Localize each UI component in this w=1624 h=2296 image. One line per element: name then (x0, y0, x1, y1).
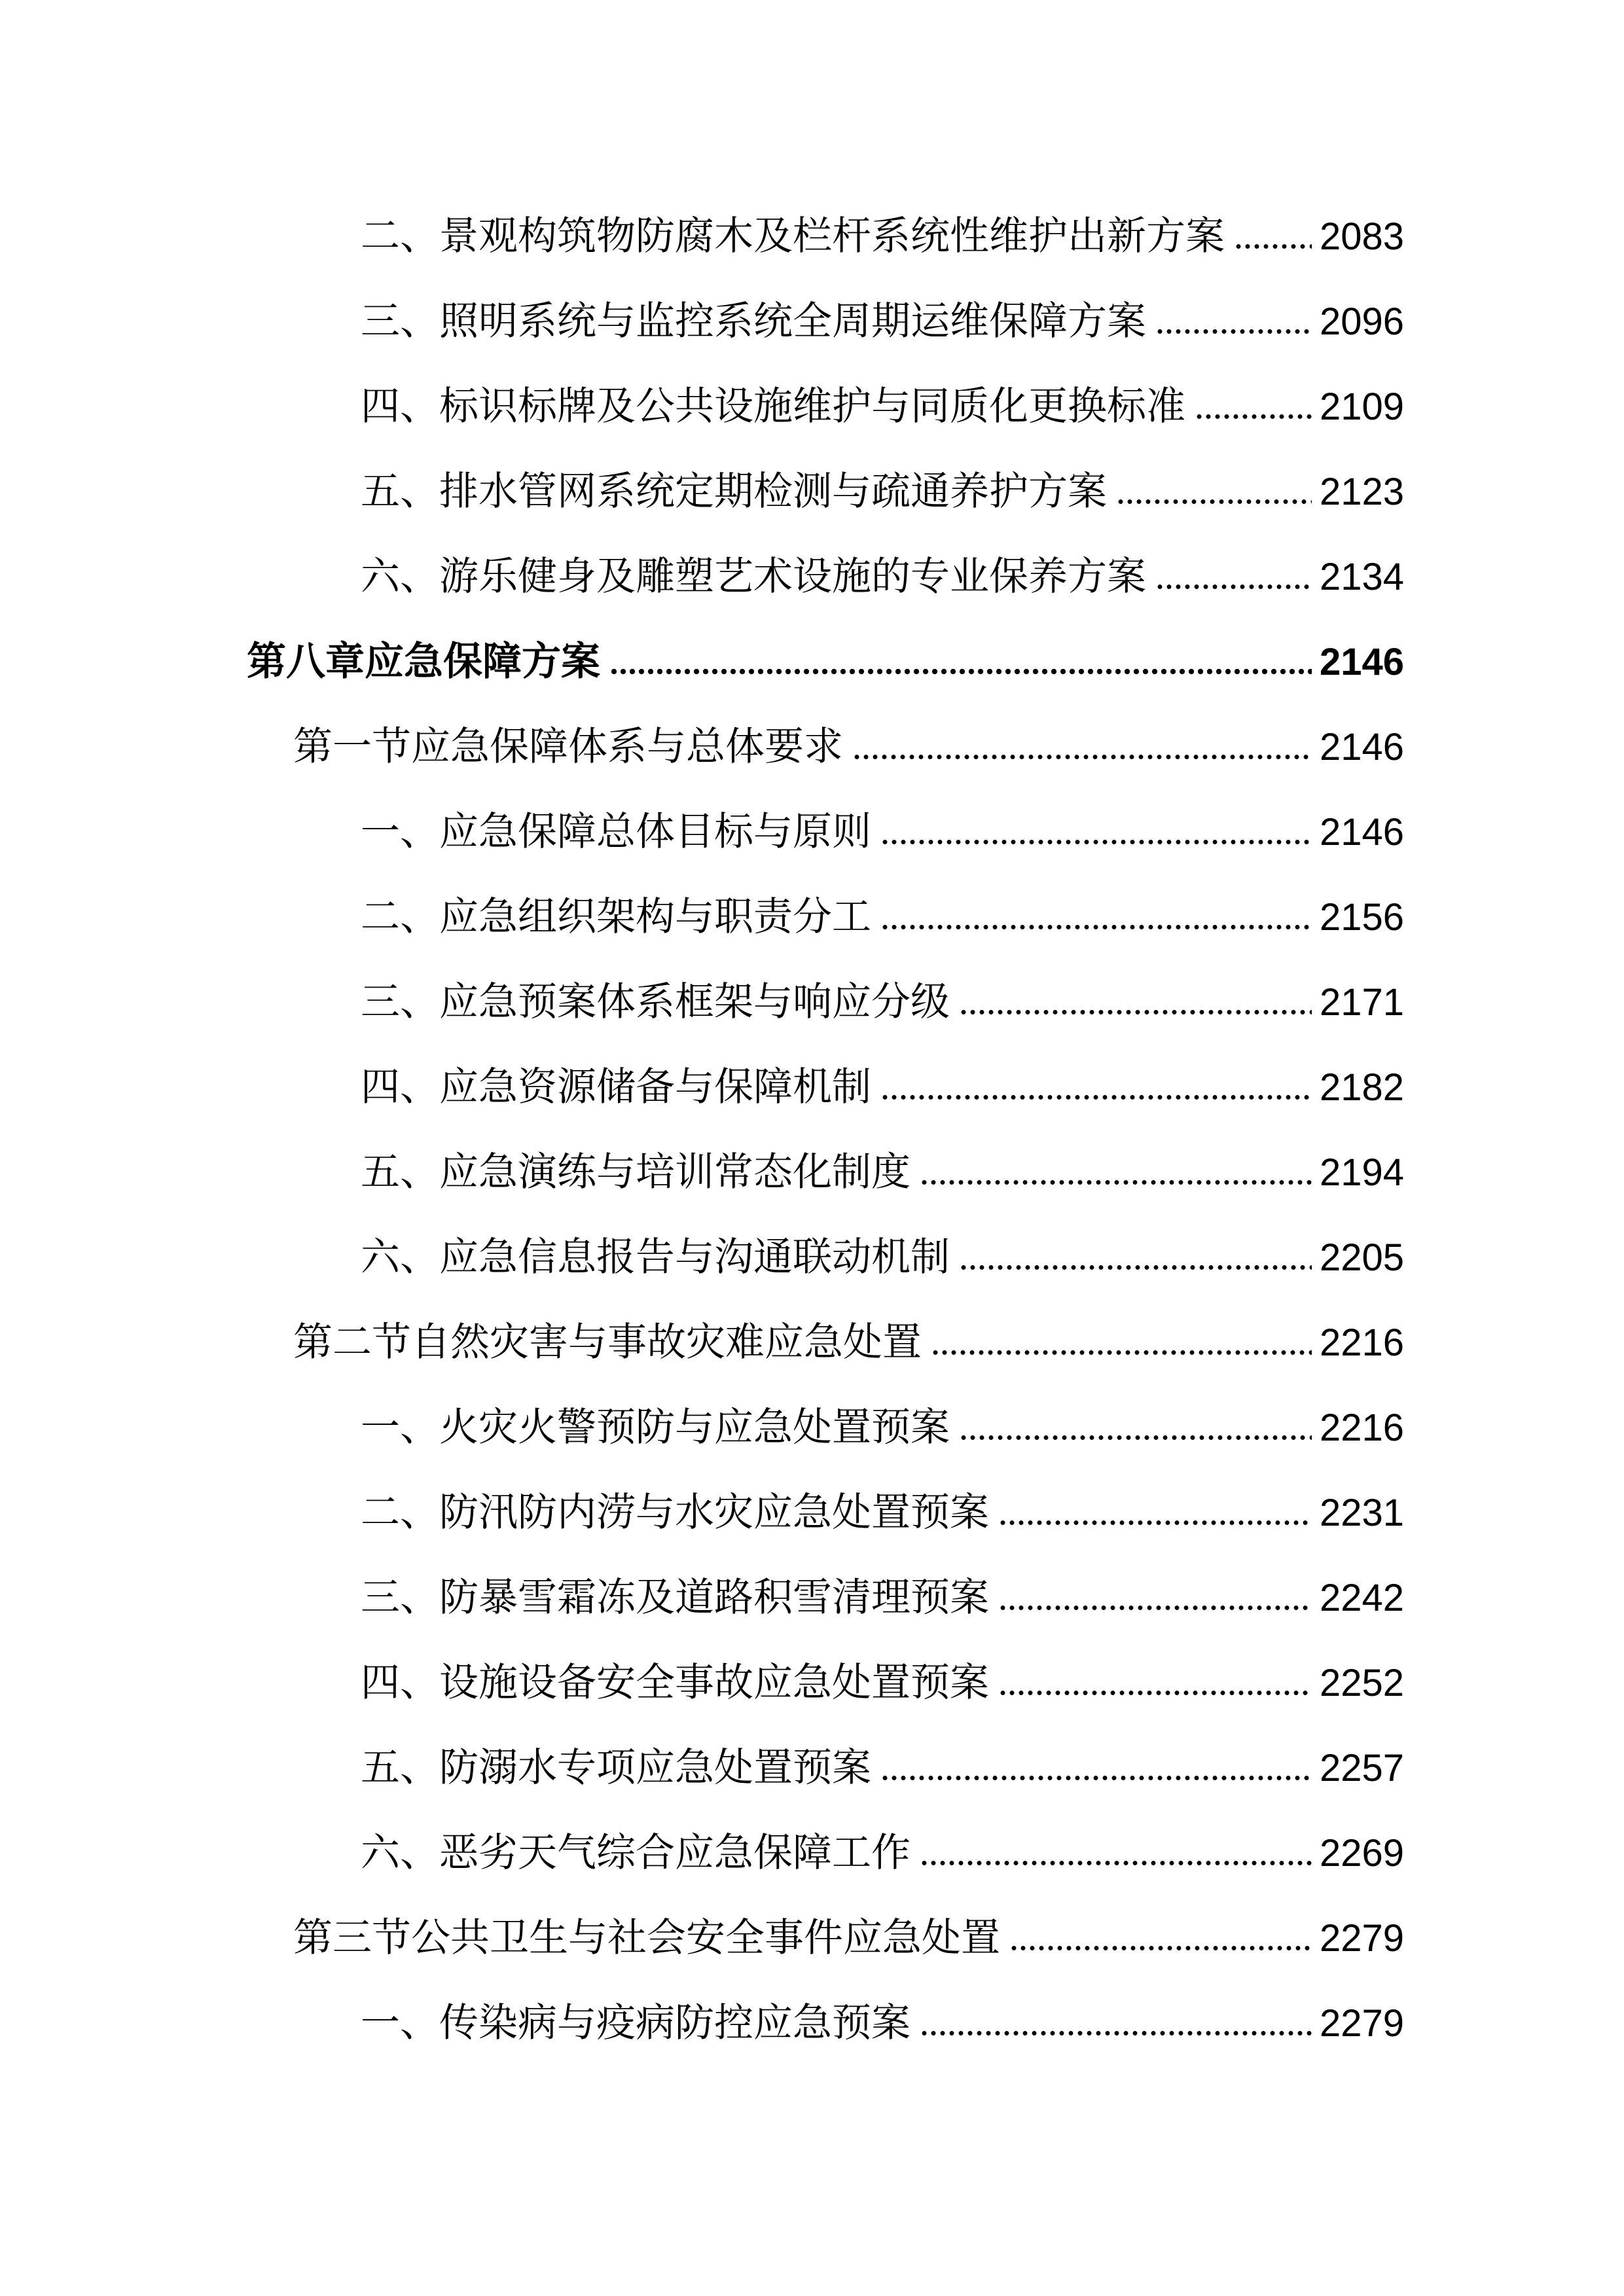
toc-entry-section (0, 1895, 1404, 1981)
toc-entry-item (0, 1045, 1404, 1130)
toc-entry-page-number: 2083 (1319, 215, 1404, 258)
toc-entry-title: 六、游乐健身及雕塑艺术设施的专业保养方案 (361, 555, 1146, 598)
toc-entry-title: 第八章应急保障方案 (247, 640, 600, 683)
toc-entry-page-number: 2096 (1319, 300, 1404, 343)
toc-entry-page-number: 2146 (1319, 726, 1404, 768)
toc-entry-item (0, 1130, 1404, 1215)
toc-entry-title: 一、传染病与疫病防控应急预案 (361, 2001, 911, 2045)
toc-entry-title: 一、应急保障总体目标与原则 (361, 810, 871, 853)
toc-entry-page-number: 2279 (1319, 1917, 1404, 1960)
dot-leader (1234, 243, 1312, 249)
toc-entry-page-number: 2146 (1319, 641, 1404, 683)
toc-entry-item (0, 1470, 1404, 1555)
dot-leader (959, 1435, 1312, 1441)
dot-leader (998, 1690, 1312, 1696)
toc-entry-page-number: 2109 (1319, 386, 1404, 428)
toc-entry-page-number: 2182 (1319, 1066, 1404, 1109)
toc-entry-page-number: 2279 (1319, 2002, 1404, 2045)
toc-entry-title: 五、应急演练与培训常态化制度 (361, 1151, 911, 1194)
toc-entry-title: 三、应急预案体系框架与响应分级 (361, 980, 950, 1024)
dot-leader (1155, 329, 1312, 334)
dot-leader (1195, 414, 1312, 420)
table-of-contents (0, 194, 1404, 2066)
toc-entry-title: 四、标识标牌及公共设施维护与同质化更换标准 (361, 385, 1185, 428)
toc-entry-page-number: 2257 (1319, 1747, 1404, 1789)
toc-entry-item (0, 449, 1404, 534)
toc-entry-page-number: 2231 (1319, 1492, 1404, 1534)
toc-entry-page-number: 2171 (1319, 981, 1404, 1024)
toc-entry-page-number: 2134 (1319, 556, 1404, 598)
toc-entry-title: 第一节应急保障体系与总体要求 (293, 725, 843, 768)
toc-entry-title: 三、照明系统与监控系统全周期运维保障方案 (361, 300, 1146, 343)
dot-leader (920, 1179, 1312, 1185)
toc-entry-section (0, 1300, 1404, 1385)
dot-leader (609, 668, 1312, 675)
toc-entry-item (0, 194, 1404, 279)
dot-leader (880, 839, 1312, 845)
dot-leader (959, 1009, 1312, 1015)
toc-entry-title: 一、火灾火警预防与应急处置预案 (361, 1406, 950, 1449)
dot-leader (880, 1775, 1312, 1781)
dot-leader (1116, 499, 1312, 505)
dot-leader (998, 1605, 1312, 1611)
toc-entry-item (0, 279, 1404, 364)
toc-entry-item (0, 534, 1404, 619)
toc-entry-page-number: 2123 (1319, 471, 1404, 513)
toc-entry-title: 第二节自然灾害与事故灾难应急处置 (293, 1321, 922, 1364)
dot-leader (920, 2030, 1312, 2036)
toc-entry-item (0, 1385, 1404, 1470)
dot-leader (1155, 584, 1312, 590)
toc-entry-item (0, 874, 1404, 960)
toc-entry-page-number: 2194 (1319, 1151, 1404, 1194)
dot-leader (920, 1860, 1312, 1866)
toc-entry-chapter (0, 619, 1404, 704)
toc-entry-item (0, 1555, 1404, 1640)
toc-entry-page-number: 2269 (1319, 1832, 1404, 1874)
toc-entry-page-number: 2156 (1319, 896, 1404, 939)
toc-entry-section (0, 704, 1404, 789)
toc-entry-title: 六、应急信息报告与沟通联动机制 (361, 1236, 950, 1279)
toc-entry-item (0, 364, 1404, 449)
toc-entry-title: 六、恶劣天气综合应急保障工作 (361, 1831, 911, 1874)
toc-entry-page-number: 2252 (1319, 1662, 1404, 1704)
toc-entry-title: 四、设施设备安全事故应急处置预案 (361, 1661, 989, 1704)
dot-leader (1009, 1945, 1312, 1951)
toc-entry-page-number: 2146 (1319, 811, 1404, 853)
toc-entry-item (0, 1981, 1404, 2066)
toc-entry-item (0, 789, 1404, 874)
toc-entry-item (0, 1640, 1404, 1725)
toc-entry-title: 二、防汛防内涝与水灾应急处置预案 (361, 1491, 989, 1534)
toc-entry-item (0, 960, 1404, 1045)
toc-entry-title: 五、排水管网系统定期检测与疏通养护方案 (361, 470, 1107, 513)
dot-leader (931, 1350, 1312, 1355)
toc-entry-page-number: 2242 (1319, 1577, 1404, 1619)
toc-entry-title: 二、景观构筑物防腐木及栏杆系统性维护出新方案 (361, 215, 1225, 258)
toc-entry-title: 五、防溺水专项应急处置预案 (361, 1746, 871, 1789)
toc-entry-page-number: 2216 (1319, 1407, 1404, 1449)
toc-entry-item (0, 1215, 1404, 1300)
toc-entry-page-number: 2205 (1319, 1236, 1404, 1279)
dot-leader (852, 754, 1312, 760)
dot-leader (880, 924, 1312, 930)
toc-entry-title: 二、应急组织架构与职责分工 (361, 895, 871, 939)
dot-leader (959, 1265, 1312, 1270)
toc-entry-item (0, 1725, 1404, 1810)
toc-entry-title: 第三节公共卫生与社会安全事件应急处置 (293, 1916, 1000, 1960)
toc-entry-title: 四、应急资源储备与保障机制 (361, 1066, 871, 1109)
toc-entry-page-number: 2216 (1319, 1321, 1404, 1364)
dot-leader (998, 1520, 1312, 1526)
dot-leader (880, 1094, 1312, 1100)
toc-entry-title: 三、防暴雪霜冻及道路积雪清理预案 (361, 1576, 989, 1619)
toc-entry-item (0, 1810, 1404, 1895)
